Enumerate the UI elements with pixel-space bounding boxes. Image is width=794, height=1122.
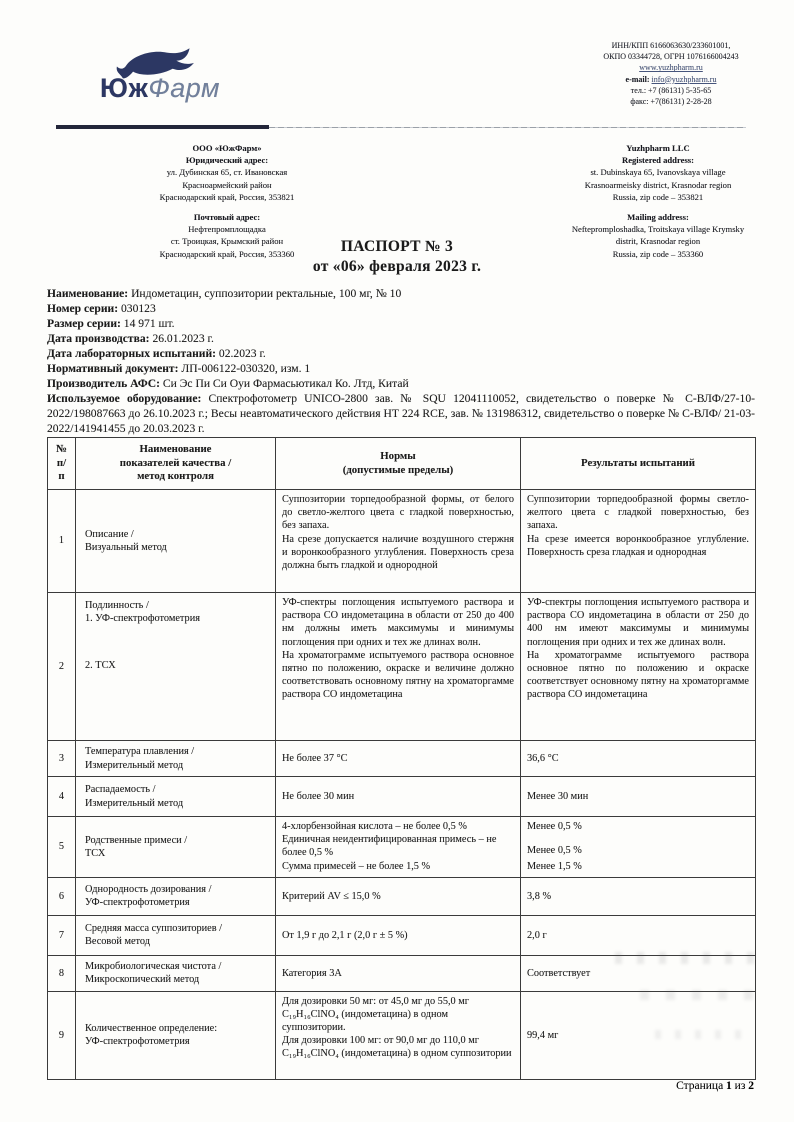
contact-line [552,62,790,73]
address-label: Юридический адрес: [185,155,269,166]
norm-paragraph: От 1,9 г до 2,1 г (2,0 г ± 5 %) [282,929,408,941]
quality-indicator-line: Средняя масса суппозиториев / [85,922,223,934]
norm-paragraph: Для дозировки 100 мг: от 90,0 мг до 110,0 мг C₁₉H₁₆ClNO₄ (индометацина) в одном суппозитории [282,1035,512,1060]
info-value: 030123 [120,302,156,315]
table-row [48,490,756,593]
info-line [47,346,755,361]
norm-paragraph: Не более 30 мин [282,790,355,802]
table-row [48,817,756,878]
info-line [47,331,755,346]
info-label: Номер серии: [47,302,121,315]
quality-indicator-line: УФ-спектрофотометрия [85,1036,190,1048]
table-row [48,877,756,915]
result-paragraph: 2,0 г [527,929,547,941]
info-value: 02.2023 г. [218,347,266,360]
column-header-line: № [56,443,67,456]
result-paragraph: Менее 1,5 % [527,861,582,873]
quality-indicator-line: 2. ТСХ [85,660,116,672]
contact-link: www.yuzhpharm.ru [639,63,703,73]
table-row [48,915,756,955]
quality-indicator-cell [76,991,276,1079]
document-title [0,237,794,277]
info-label: Размер серии: [47,317,124,330]
norms-cell [276,955,521,991]
result-paragraph: 99,4 мг [527,1029,559,1041]
info-label: Нормативный документ: [47,362,182,375]
result-paragraph: УФ-спектры поглощения испытуемого раствора и раствора СО индометацина в области от 250 до 400 нм имеют максимумы и минимумы поглощения при одних и тех же длинах волн. [527,597,749,648]
info-line [47,316,755,331]
quality-indicator-cell [76,955,276,991]
column-header-line: Нормы [380,449,416,462]
row-number-cell: 3 [48,741,76,777]
norms-cell [276,877,521,915]
result-paragraph: На срезе имеется воронкообразное углубление. Поверхность среза гладкая и однородная [527,533,749,558]
column-header-line: Наименование [139,443,212,456]
column-header-line: п/ [56,456,67,469]
contact-line [552,85,790,96]
passport-number: ПАСПОРТ № 3 [340,238,454,255]
norms-cell [276,915,521,955]
divider-thin-segment [269,127,746,128]
result-paragraph: Соответствует [527,967,591,979]
address-line: Russia, zip code – 353360 [612,248,704,259]
page-of-label: из [734,1080,746,1092]
result-paragraph: Суппозитории торпедообразной формы светло-желтого цвета с гладкой поверхностью, без запаха. [527,494,749,532]
norms-cell [276,490,521,593]
row-number-cell: 6 [48,877,76,915]
contact-line [552,51,790,62]
results-cell [521,877,756,915]
table-row [48,741,756,777]
row-number-cell: 1 [48,490,76,593]
norm-paragraph: Для дозировки 50 мг: от 45,0 мг до 55,0 мг C₁₉H₁₆ClNO₄ (индометацина) в одном суппозитории. [282,995,470,1034]
norm-paragraph: Не более 37 °С [282,752,348,764]
column-header [276,438,521,490]
norm-paragraph: Категория 3А [282,967,342,979]
address-line: distrit, Krasnodar region [615,236,701,247]
info-value: ЛП-006122-030320, изм. 1 [181,362,311,375]
result-paragraph: Менее 30 мин [527,790,589,802]
table-row [48,777,756,817]
info-line [47,286,755,301]
column-header-line: Результаты испытаний [581,456,695,469]
info-label: Производитель АФС: [47,377,163,390]
result-paragraph: 36,6 °С [527,752,559,764]
contact-text: ОКПО 03344728, ОГРН 1076166004243 [603,52,739,62]
quality-indicator-line: Количественное определение: [85,1022,218,1034]
quality-indicator-line: Температура плавления / [85,746,195,758]
logo-text-bold: Юж [100,73,149,103]
address-line: ул. Дубинская 65, ст. Ивановская [166,167,288,178]
quality-indicator-cell [76,877,276,915]
info-label: Дата производства: [47,332,153,345]
batch-info [47,286,755,436]
contact-text: тел.: +7 (86131) 5-35-65 [630,85,712,95]
norm-paragraph: Суппозитории торпедообразной формы, от белого до светло-желтого цвета с гладкой поверхностью, без запаха. [282,494,514,532]
page-number [676,1080,754,1092]
page-current: 1 [726,1080,732,1092]
row-number-cell: 7 [48,915,76,955]
address-line: Neftepromploshadka, Troitskaya village Krymsky [571,224,745,235]
results-cell [521,817,756,878]
norm-paragraph: УФ-спектры поглощения испытуемого раствора и раствора СО индометацина в области от 250 до 400 нм должны иметь максимумы и минимумы поглощения при одних и тех же длинах волн. [282,597,514,648]
norms-cell [276,991,521,1079]
result-paragraph: Менее 0,5 % [527,845,582,857]
info-value: Индометацин, суппозитории ректальные, 100 мг, № 10 [131,287,402,300]
column-header [521,438,756,490]
contact-line [552,96,790,107]
info-value: Си Эс Пи Си Оуи Фармасьютикал Ко. Лтд, Китай [162,377,409,390]
info-label: Дата лабораторных испытаний: [47,347,219,360]
norms-cell [276,593,521,741]
quality-indicator-line: Визуальный метод [85,542,167,553]
results-cell [521,593,756,741]
quality-indicator-cell [76,593,276,741]
page-total: 2 [748,1080,754,1092]
row-number-cell: 2 [48,593,76,741]
quality-indicator-line: Описание / [85,528,134,540]
info-label: Используемое оборудование: [47,392,209,405]
column-header-line: (допустимые пределы) [342,463,454,476]
norm-paragraph: Единичная неидентифицированная примесь – не более 0,5 % [282,834,497,859]
header-divider [56,125,746,129]
company-logo [100,48,250,102]
address-label: Почтовый адрес: [193,212,261,223]
passport-date: от «06» февраля 2023 г. [312,257,482,275]
quality-indicator-line: Распадаемость / [85,784,156,796]
address-line: Russia, zip code – 353821 [612,191,704,202]
quality-indicator-line: Подлинность / [85,600,149,611]
address-line: st. Dubinskaya 65, Ivanovskaya village [590,167,726,178]
address-section [92,154,362,203]
address-line: Нефтепромплощадка [188,224,266,235]
column-header [48,438,76,490]
address-line: ст. Троицкая, Крымский район [170,236,284,247]
norms-cell [276,777,521,817]
table-row [48,593,756,741]
quality-indicator-cell [76,817,276,878]
quality-indicator-line: ТСХ [85,847,106,859]
quality-indicator-line: Микробиологическая чистота / [85,960,222,972]
address-section [524,154,792,203]
info-line [47,391,755,436]
quality-indicator-line: Измерительный метод [85,759,184,771]
table-row [48,991,756,1079]
quality-indicator-line: УФ-спектрофотометрия [85,897,190,909]
quality-indicator-line: Микроскопический метод [85,974,200,986]
company-name: Yuzhpharm LLC [626,143,690,153]
address-line: Краснодарский край, Россия, 353360 [159,248,295,259]
address-line: Красноармейский район [182,179,272,190]
company-contacts [552,40,790,107]
row-number-cell: 5 [48,817,76,878]
results-cell [521,915,756,955]
address-line: Krasnoarmeisky district, Krasnodar region [584,179,732,190]
quality-indicator-cell [76,777,276,817]
contact-link: info@yuzhpharm.ru [651,74,717,84]
address-line: Краснодарский край, Россия, 353821 [159,191,295,202]
quality-indicator-line: Весовой метод [85,936,150,948]
divider-thick-segment [56,125,269,129]
contact-text: ИНН/КПП 6166063630/233601001, [611,41,731,50]
results-cell [521,490,756,593]
quality-indicator-line: 1. УФ-спектрофотометрия [85,613,200,625]
results-cell [521,991,756,1079]
results-cell [521,777,756,817]
table-row [48,955,756,991]
quality-indicator-cell [76,915,276,955]
table-header-row [48,438,756,490]
column-header-line: метод контроля [137,470,214,483]
row-number-cell: 4 [48,777,76,817]
result-paragraph: На хроматограмме испытуемого раствора основное пятно по положению и окраске соответствует основному пятну на хроматоргамме раствора СО индометацина [527,649,749,701]
quality-indicator-cell [76,741,276,777]
info-value: 14 971 шт. [123,317,175,330]
address-label: Registered address: [621,155,694,166]
result-paragraph: Менее 0,5 % [527,821,582,832]
table-head [48,438,756,490]
logo-text-light: Фарм [148,73,221,103]
results-cell [521,955,756,991]
info-value: Спектрофотометр UNICO-2800 зав. № SQU 12041110052, свидетельство о поверке № С-ВЛФ/27-10-2022/198087663 до 26.10.2023 г.; Весы неавтоматического действия НТ 224 RCE, зав. № 131986312, свидетельство о поверке № С-ВЛФ/ 21-03-2022/141941455 до 20.03.2023 г. [47,392,755,435]
norms-cell [276,817,521,878]
column-header [76,438,276,490]
result-paragraph: 3,8 % [527,890,552,902]
info-label: Наименование: [47,287,132,300]
quality-indicator-line: Однородность дозирования / [85,883,212,895]
company-name: ООО «ЮжФарм» [192,143,262,153]
norm-paragraph: 4-хлорбензойная кислота – не более 0,5 % [282,821,467,832]
quality-indicator-cell [76,490,276,593]
norms-cell [276,741,521,777]
norm-paragraph: Критерий AV ≤ 15,0 % [282,890,381,902]
info-line [47,376,755,391]
row-number-cell: 9 [48,991,76,1079]
column-header-line: показателей качества / [119,456,232,469]
address-label: Mailing address: [627,212,689,223]
page-label: Страница [676,1080,724,1092]
contact-prefix: e-mail: [625,74,652,84]
info-value: 26.01.2023 г. [152,332,214,345]
quality-indicator-line: Родственные примеси / [85,834,188,846]
info-line [47,301,755,316]
norm-paragraph: На хроматограмме испытуемого раствора основное пятно по положению, окраске и величине должно соответствовать основному пятну на хроматоргамме раствора СО индометацина [282,649,514,701]
results-cell [521,741,756,777]
column-header-line: п [58,470,65,483]
info-line [47,361,755,376]
contact-line [552,40,790,51]
norm-paragraph: На срезе допускается наличие воздушного стержня и воронкообразного углубления. Поверхность среза должна быть гладкой и однородной [282,533,514,572]
qc-results-table [47,437,756,1080]
contact-text: факс: +7(86131) 2-28-28 [630,96,712,106]
norm-paragraph: Сумма примесей – не более 1,5 % [282,860,431,872]
quality-indicator-line: Измерительный метод [85,797,184,809]
table-body [48,490,756,1080]
logo-text [100,75,250,102]
row-number-cell: 8 [48,955,76,991]
contact-line [552,74,790,85]
